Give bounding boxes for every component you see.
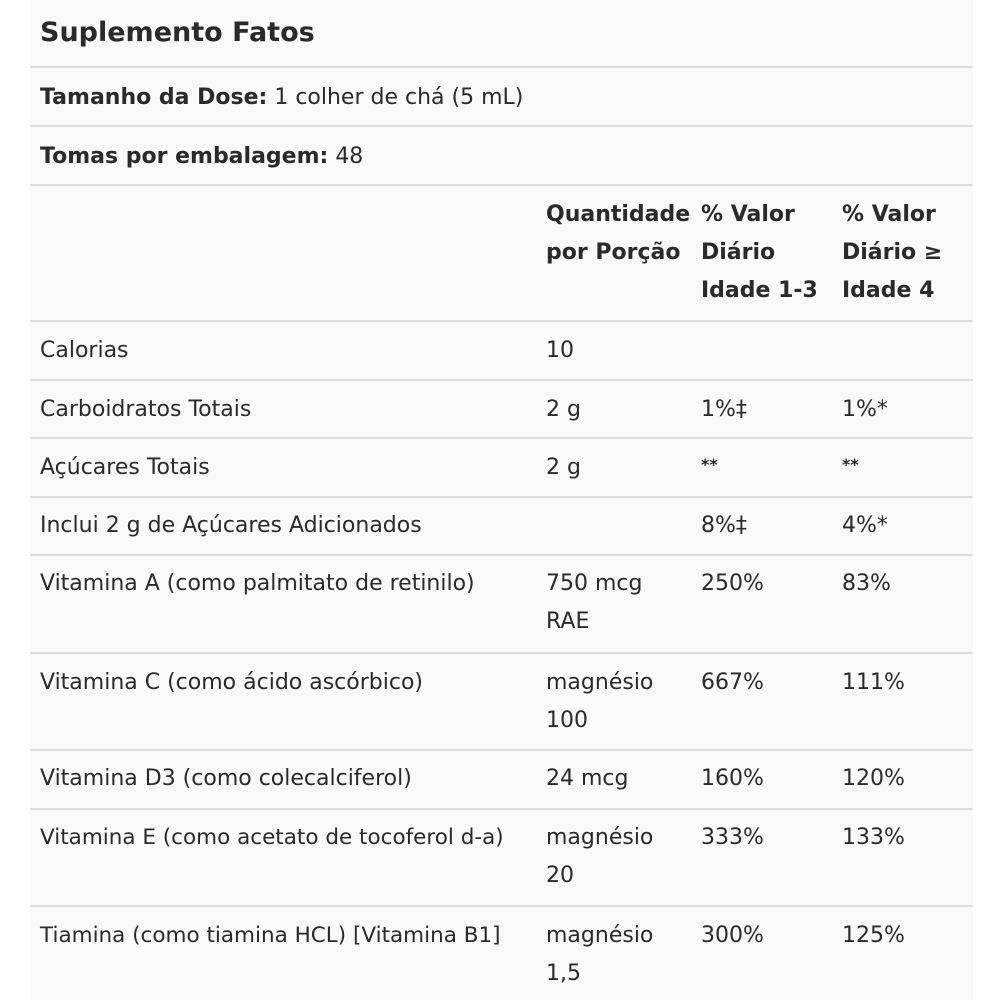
column-header-row: [30, 186, 973, 322]
nutrient-amount: 2 g: [546, 455, 581, 480]
table-row: [30, 322, 973, 381]
table-row: [30, 654, 973, 751]
nutrient-dv-age-1-3: 160%: [701, 766, 764, 791]
nutrient-name: Tiamina (como tiamina HCL) [Vitamina B1]: [40, 923, 501, 948]
table-row: [30, 498, 973, 556]
nutrient-name: Vitamina A (como palmitato de retinilo): [40, 571, 475, 596]
table-row: [30, 381, 973, 439]
nutrient-name: Carboidratos Totais: [40, 397, 252, 422]
serving-size-label: Tamanho da Dose:: [40, 85, 268, 110]
nutrient-name: Açúcares Totais: [40, 455, 210, 480]
servings-per-container: [40, 138, 363, 176]
nutrient-dv-age-4: 4%*: [842, 513, 888, 538]
nutrient-dv-age-1-3: 8%‡: [701, 513, 747, 538]
column-header-dv-age-1-3: % Valor Diário Idade 1-3: [701, 202, 818, 303]
servings-per-container-label: Tomas por embalagem:: [40, 144, 329, 169]
nutrient-name: Calorias: [40, 338, 129, 363]
title-row: [30, 0, 973, 68]
table-row: [30, 556, 973, 654]
table-row: [30, 751, 973, 810]
table-row: [30, 907, 973, 1000]
nutrient-dv-age-4: 125%: [842, 923, 905, 948]
nutrient-dv-age-1-3: 667%: [701, 670, 764, 695]
panel-title: Suplemento Fatos: [40, 17, 315, 48]
serving-size: [40, 79, 523, 117]
serving-size-row: [30, 68, 973, 127]
nutrient-dv-age-1-3: **: [701, 455, 718, 474]
nutrient-amount: 750 mcg RAE: [546, 571, 643, 634]
nutrient-amount: 2 g: [546, 397, 581, 422]
column-header-dv-age-4: % Valor Diário ≥ Idade 4: [842, 202, 943, 303]
servings-per-container-value: 48: [335, 144, 364, 169]
nutrient-dv-age-4: 120%: [842, 766, 905, 791]
nutrient-amount: magnésio 1,5: [546, 923, 654, 986]
nutrient-dv-age-1-3: 1%‡: [701, 397, 747, 422]
nutrient-amount: magnésio 20: [546, 825, 654, 888]
serving-size-value: 1 colher de chá (5 mL): [274, 85, 524, 110]
servings-per-container-row: [30, 127, 973, 186]
nutrient-dv-age-4: 83%: [842, 571, 891, 596]
nutrient-name: Inclui 2 g de Açúcares Adicionados: [40, 513, 422, 538]
column-header-amount: Quantidade por Porção: [546, 202, 691, 265]
table-row: [30, 810, 973, 907]
nutrient-name: Vitamina D3 (como colecalciferol): [40, 766, 412, 791]
nutrient-name: Vitamina E (como acetato de tocoferol d-a): [40, 825, 504, 850]
nutrient-amount: 24 mcg: [546, 766, 629, 791]
nutrient-dv-age-1-3: 250%: [701, 571, 764, 596]
nutrient-name: Vitamina C (como ácido ascórbico): [40, 670, 423, 695]
nutrient-dv-age-1-3: 333%: [701, 825, 764, 850]
table-row: [30, 439, 973, 498]
nutrient-dv-age-4: **: [842, 455, 859, 474]
nutrient-amount: magnésio 100: [546, 670, 654, 733]
nutrient-dv-age-4: 111%: [842, 670, 905, 695]
nutrient-dv-age-4: 133%: [842, 825, 905, 850]
nutrient-amount: 10: [546, 338, 574, 363]
nutrient-dv-age-1-3: 300%: [701, 923, 764, 948]
nutrient-dv-age-4: 1%*: [842, 397, 888, 422]
